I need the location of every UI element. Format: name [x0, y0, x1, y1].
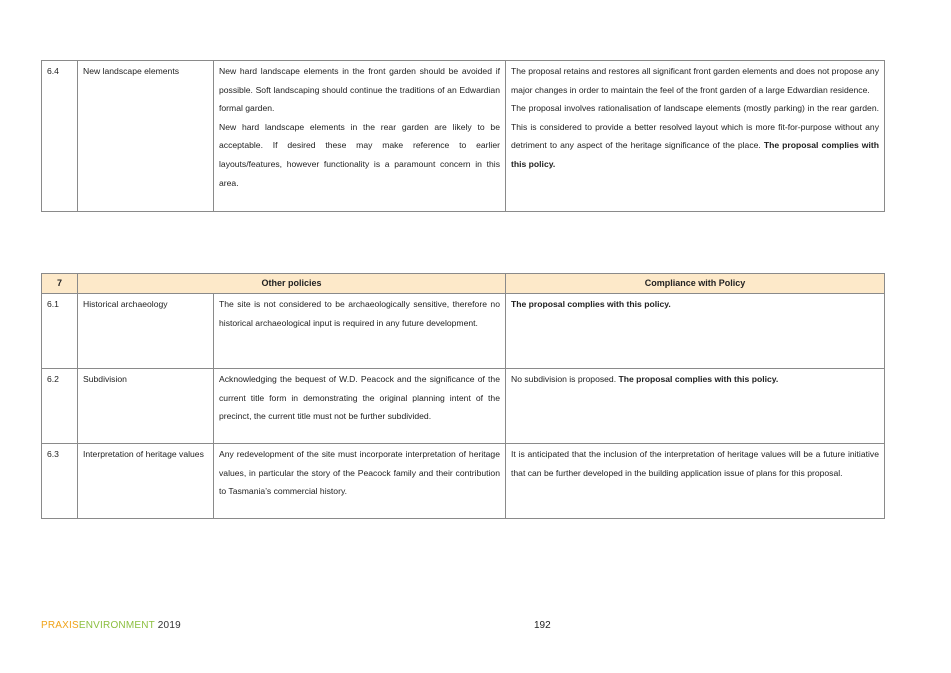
policy-text: Any redevelopment of the site must incorporate interpretation of heritage values, in particular the story of the Peacock family and their contribution to Tasmania’s commercial history.: [214, 444, 506, 519]
compliance-verdict: The proposal complies with this policy.: [511, 140, 879, 169]
policy-text: Acknowledging the bequest of W.D. Peacock and the significance of the current title form in demonstrating the original planning intent of the precinct, the current title must not be further subdivided.: [214, 369, 506, 444]
policy-number: 6.1: [42, 294, 78, 369]
brand-environment: ENVIRONMENT: [78, 620, 155, 631]
compliance-text: [506, 369, 885, 444]
table-row: [42, 369, 885, 444]
policy-paragraph: New hard landscape elements in the front garden should be avoided if possible. Soft landscaping should continue the traditions of an Edwardian formal garden.: [219, 66, 500, 114]
brand-praxis: PRAXIS: [41, 620, 79, 631]
compliance-detail: It is anticipated that the inclusion of the interpretation of heritage values will be a future initiative that can be further developed in the building application issue of plans for this proposal.: [511, 449, 879, 478]
compliance-text: [506, 61, 885, 212]
footer-year: 2019: [154, 620, 181, 631]
policy-number: 6.4: [42, 61, 78, 212]
other-policies-heading: Other policies: [78, 274, 506, 294]
policy-title: Interpretation of heritage values: [78, 444, 214, 519]
other-policies-table: [41, 273, 885, 519]
compliance-paragraph: [511, 99, 879, 173]
compliance-detail: No subdivision is proposed.: [511, 374, 619, 384]
policy-paragraph: New hard landscape elements in the rear garden are likely to be acceptable. If desired these may make reference to earlier layouts/features, however functionality is a paramount concern in this area.: [219, 121, 500, 188]
compliance-heading: Compliance with Policy: [506, 274, 885, 294]
compliance-text: [506, 294, 885, 369]
policy-title: Subdivision: [78, 369, 214, 444]
page-number: 192: [534, 620, 551, 631]
policy-text: The site is not considered to be archaeologically sensitive, therefore no historical archaeological input is required in any future development.: [214, 294, 506, 369]
compliance-verdict: The proposal complies with this policy.: [618, 374, 779, 384]
section-number: 7: [42, 274, 78, 294]
policy-title: Historical archaeology: [78, 294, 214, 369]
policy-number: 6.2: [42, 369, 78, 444]
table-row: [42, 444, 885, 519]
policy-number: 6.3: [42, 444, 78, 519]
landscape-policy-table: [41, 60, 885, 212]
table-row: [42, 294, 885, 369]
policy-title: New landscape elements: [78, 61, 214, 212]
compliance-paragraph: The proposal retains and restores all significant front garden elements and does not propose any major changes in order to maintain the feel of the front garden of a large Edwardian residence.: [511, 66, 879, 95]
table-header-row: [42, 274, 885, 294]
table-row: [42, 61, 885, 212]
compliance-verdict: The proposal complies with this policy.: [511, 299, 671, 309]
policy-text: [214, 61, 506, 212]
compliance-detail: The proposal involves rationalisation of landscape elements (mostly parking) in the rear garden. This is considered to provide a better resolved layout which is more fit-for-purpose without any detriment to any aspect of the heritage significance of the place.: [511, 103, 879, 151]
footer-brand: [41, 620, 181, 631]
compliance-text: [506, 444, 885, 519]
